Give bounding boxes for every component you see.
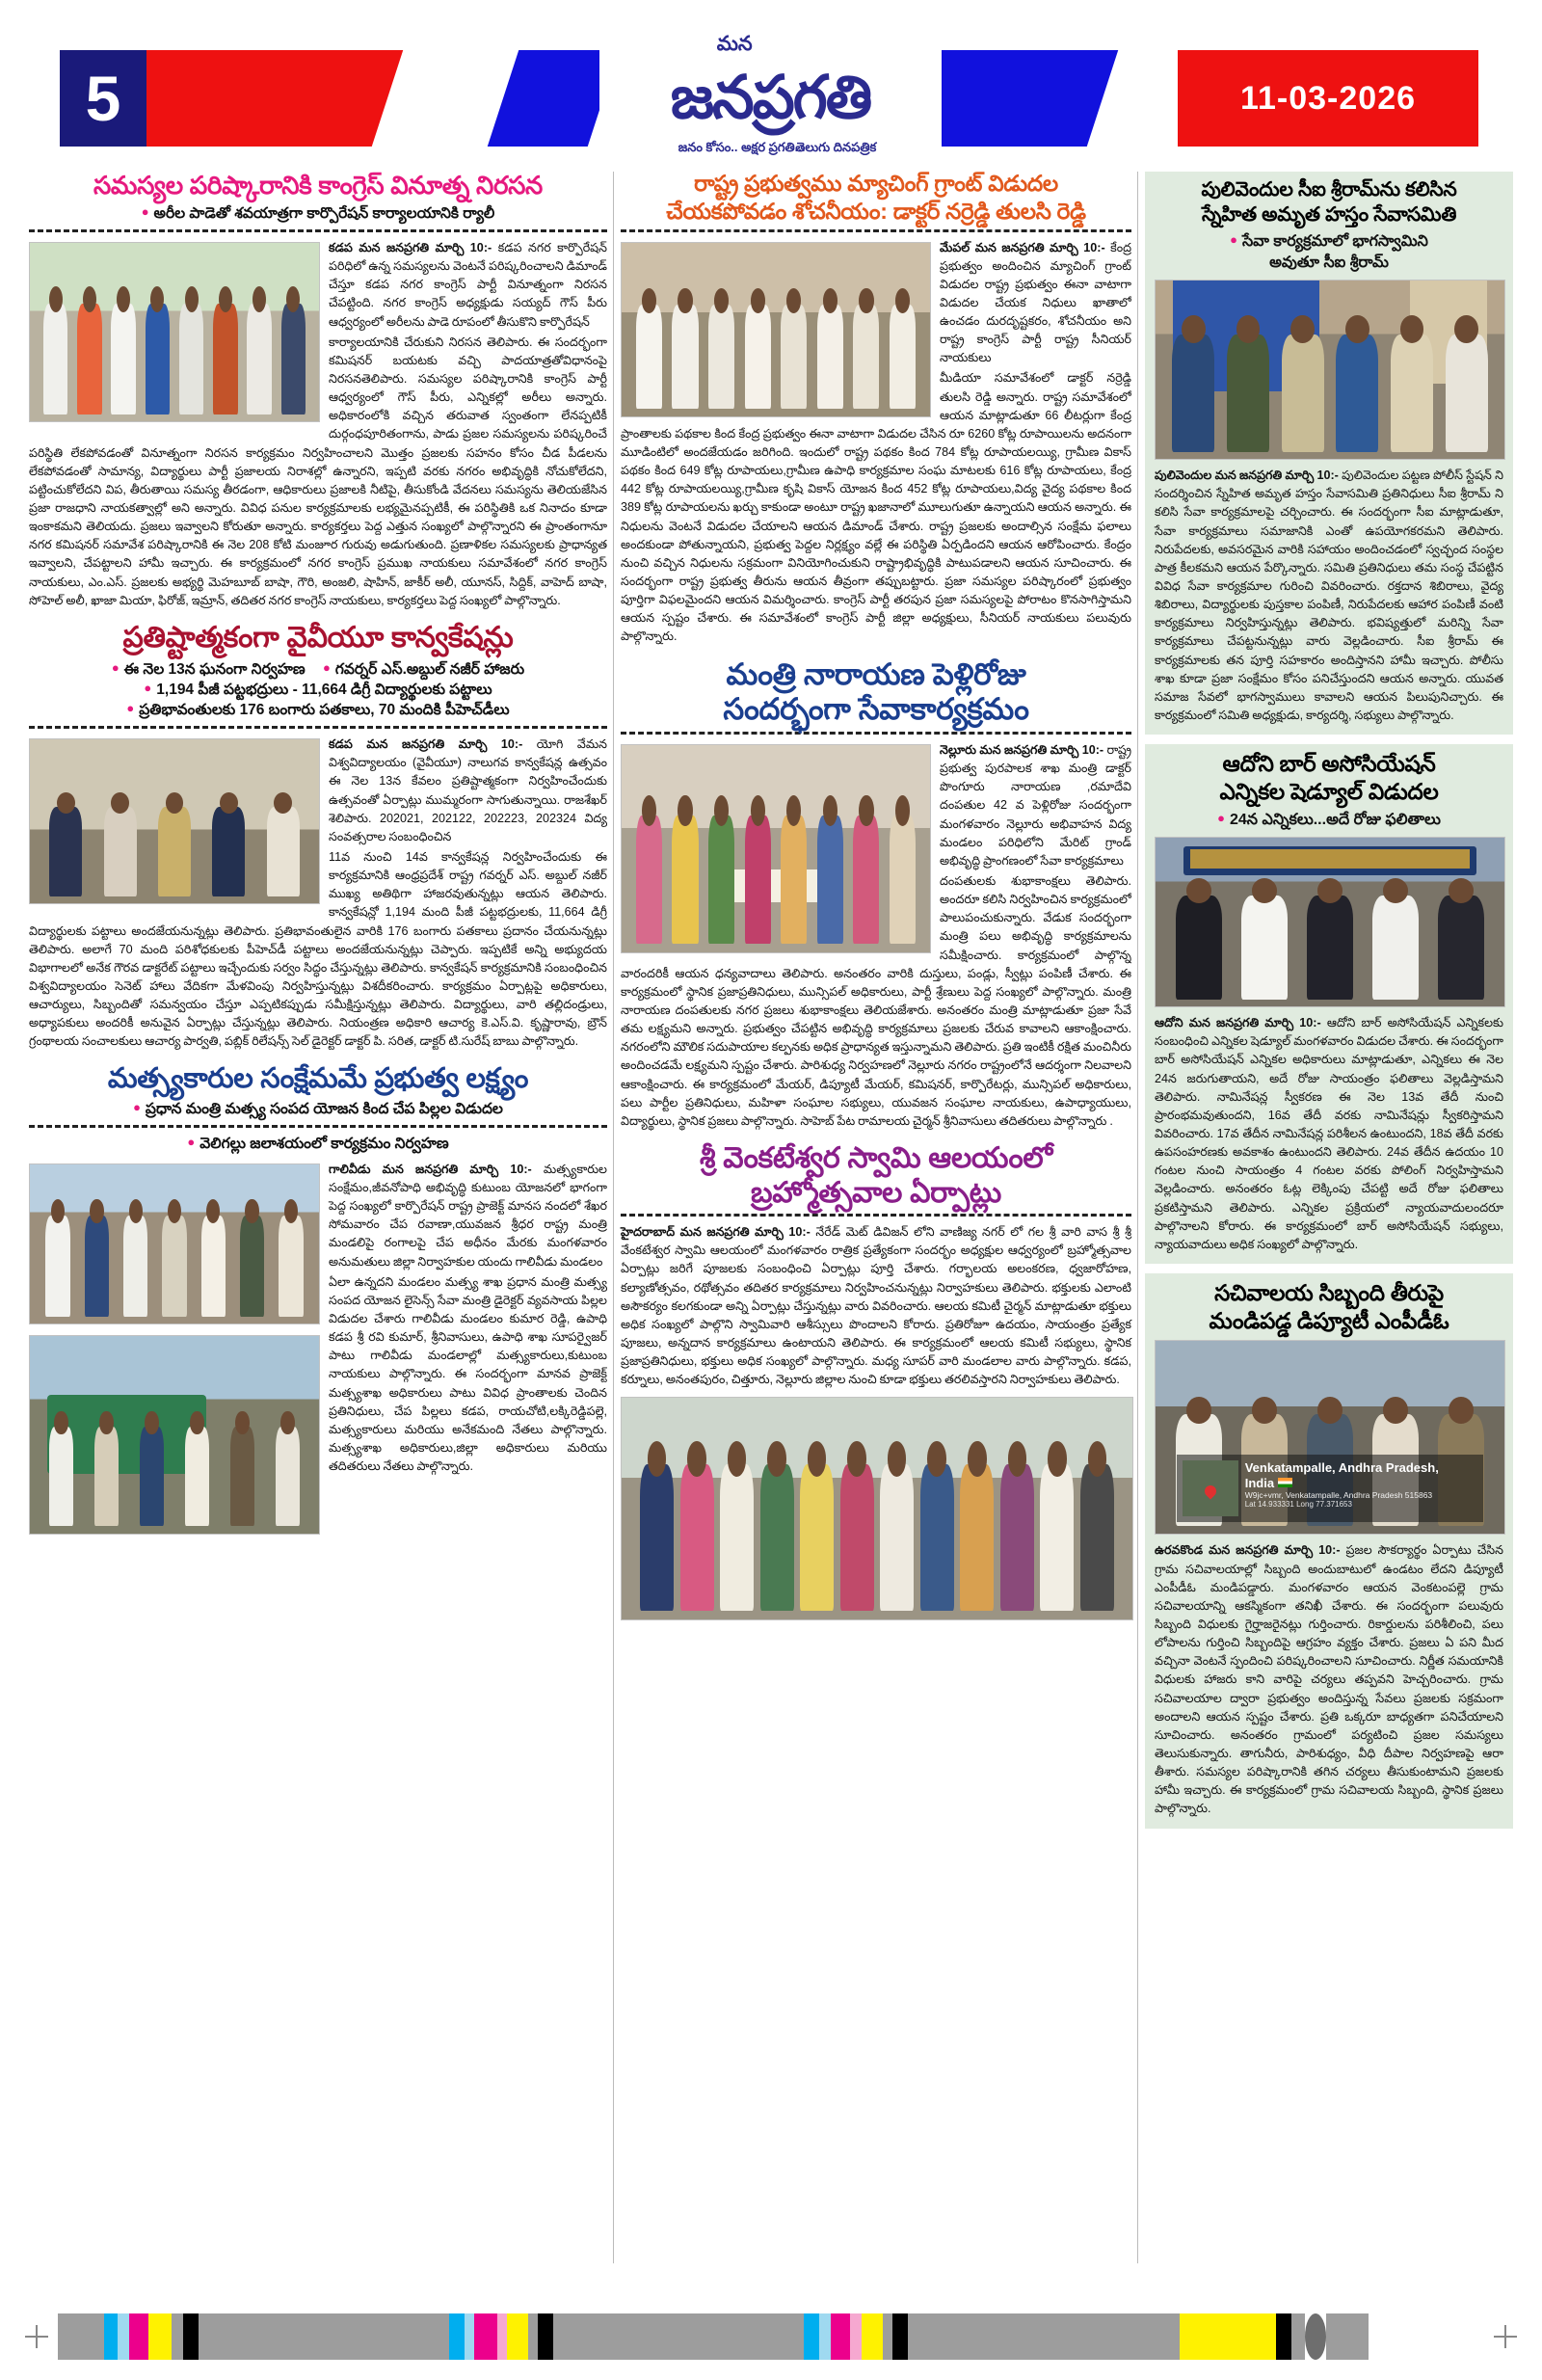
article-photo-police-station-group xyxy=(1155,280,1505,460)
column-rule-2 xyxy=(1137,172,1138,2263)
article-photo-convocation-dais xyxy=(29,738,320,904)
page-number-badge: 5 xyxy=(60,50,146,147)
lead-text: రాష్ట్ర ప్రభుత్వ పురపాలక శాఖ మంత్రి డాక్టర్ పొంగూరు నారాయణ ,రమాదేవి దంపతుల 42 వ పెళ్లిరోజు సందర్భంగా మంగళవారం నెల్లూరు అభివాహన విద్య మండలం పరిధిలోని మేరిట్ గ్రాండ్ అభివృద్ధి ప్రాంగణంలో సేవా కార్యక్రమాలు xyxy=(940,743,1131,868)
cmyk-registration-bar xyxy=(58,2313,1484,2360)
article-ci-sriram-meeting xyxy=(1145,172,1513,735)
subhead: ● అరీల పాడెతో శవయాత్రగా కార్పొరేషన్ కార్యాలయానికి ర్యాలీ xyxy=(29,204,607,225)
bullet-line-3 xyxy=(29,701,607,721)
article-minister-anniversary xyxy=(621,658,1131,1131)
article-photo-bar-association xyxy=(1155,837,1505,1007)
headline-line-2: సందర్భంగా సేవాకార్యక్రమం xyxy=(723,692,1029,727)
article-body: 11వ నుంచి 14వ కాన్వకేషన్ల నిర్వహించేందుకు ఈ కార్యక్రమానికి ఆంధ్రప్రదేశ్ రాష్ట్ర గవర్నర్ ఎస్. అబ్దుల్ నజీర్ ముఖ్య అతిథిగా హాజరవుతున్నట్లు ఆయన తెలిపారు. కాన్వకేషన్లో 1,194 మంది పీజీ పట్టభద్రులకు, 11,664 డిగ్రీ విద్యార్థులకు పట్టాలు అందజేయనున్నట్లు తెలిపారు. ప్రతిభావంతులైన వారికి 176 బంగారు పతకాలు ప్రదానం చేయనున్నట్లు తెలిపారు. అలాగే 70 మంది పరిశోధకులకు పీహెచ్‌డీ పట్టాలు అందజేయనున్నట్లు చెప్పారు. ఇప్పటికే అన్ని అభ్యుదయ విభాగాలలో అనేక గౌరవ డాక్టరేట్ పట్టాలు ఇచ్చేందుకు సర్వం సిద్ధం చేస్తున్నట్లు తెలిపారు. కాన్వకేషన్ కార్యక్రమానికి సంబంధించిన విశ్వవిద్యాలయం సెనెట్ హాలు వేదికగా మేళవింపు నిర్వహిస్తున్నట్లు విశదీకరించారు. కార్యక్రమం ఏర్పాట్లపై అధికారులు, ఆచార్యులు, సిబ్బందితో సమన్వయం చేస్తూ ఎప్పటికప్పుడు సమీక్షిస్తున్నట్లు తెలిపారు. విద్యార్థులు, వారి తల్లిదండ్రులు, అధ్యాపకులు అందరికీ అనువైన ఏర్పాట్లు చేస్తున్నట్లు తెలిపారు. నియంత్రణ అధికారి ఆచార్య కె.ఎస్.వి. కృష్ణారావు, బ్రౌన్ గ్రంథాలయ సంచాలకులు ఆచార్య పార్వతి, పబ్లిక్ రిలేషన్స్ సెల్ డైరెక్టర్ డాక్టర్ పి. సరిత, డాక్టర్ టి.సురేష్ బాబు పాల్గొన్నారు. xyxy=(29,850,607,1049)
headline: ప్రతిష్టాత్మకంగా వైవీయూ కాన్వకేషన్లు xyxy=(122,621,514,654)
divider xyxy=(621,732,1131,735)
registration-mark-right xyxy=(1494,2325,1517,2348)
publication-date: 11-03-2026 xyxy=(1239,79,1417,117)
bullet-item-cont: అవుతూ సీఐ శ్రీరామ్ xyxy=(1269,254,1389,271)
headline-line-2: స్నేహిత అమృత హస్తం సేవాసమితి xyxy=(1201,202,1457,226)
article-venkateswara-temple xyxy=(621,1142,1131,1620)
gps-pluscode: W9jc+vmr, Venkatampalle, Andhra Pradesh 515863 xyxy=(1244,1490,1433,1501)
lead-text: కడప నగర కార్పొరేషన్ పరిధిలో ఉన్న సమస్యలను వెంటనే పరిష్కరించాలని డిమాండ్ చేస్తూ కడప నగర కాంగ్రెస్ పార్టీ వినూత్నంగా నిరసన చేపట్టింది. నగర కాంగ్రెస్ అధ్యక్షుడు సయ్యద్ గౌస్ పీరు ఆధ్వర్యంలో అరీలను పాడె రూపంలో తీసుకొని కార్పొరేషన్ xyxy=(329,241,607,329)
article-lead xyxy=(621,1223,1131,1389)
dateline: హైదరాబాద్ మన జనప్రగతి మార్చి 10:- xyxy=(621,1225,811,1240)
dateline: కడప మన జనప్రగతి మార్చి 10:- xyxy=(329,737,523,752)
lead-text: ఆదోని బార్ అసోసియేషన్ ఎన్నికలకు సంబంధించి ఎన్నికల షెడ్యూల్ మంగళవారం విడుదల చేశారు. ఈ సందర్భంగా బార్ అసోసియేషన్ ఎన్నికల అధికారులు మాట్లాడుతూ, ఎన్నికలు ఈ నెల 24న జరుగుతాయని, అదే రోజు సాయంత్రం ఫలితాలు వెల్లడిస్తామని తెలిపారు. నామినేషన్ల స్వీకరణ ఈ నెల 13వ తేదీ నుంచి ప్రారంభమవుతుందని, 16వ తేదీ వరకు నామినేషన్లు స్వీకరిస్తామని వివరించారు. 17వ తేదీన నామినేషన్ల పరిశీలన ఉంటుందని, 18వ తేదీ వరకు ఉపసంహరణకు అవకాశం ఉంటుందని తెలిపారు. 24వ తేదీన ఉదయం 10 గంటల నుంచి సాయంత్రం 4 గంటల వరకు పోలింగ్ నిర్వహిస్తామని వెల్లడించారు. అనంతరం ఓట్ల లెక్కింపు చేపట్టి అదే రోజు ఫలితాలు ప్రకటిస్తామని తెలిపారు. ఎన్నికల ప్రక్రియలో న్యాయవాదులందరూ పాల్గొనాలని కోరారు. ఈ కార్యక్రమంలో బార్ అసోసియేషన్ సభ్యులు, న్యాయవాదులు అధిక సంఖ్యలో పాల్గొన్నారు. xyxy=(1155,1016,1503,1251)
article-congress-protest xyxy=(29,172,607,610)
lead-text: పులివెందుల పట్టణ పోలీస్ స్టేషన్ ని సందర్శించిన స్నేహిత అమృత హస్తం సేవాసమితి ప్రతినిధులు సీఐ శ్రీరామ్ ని కలిసి సేవా కార్యక్రమాలపై చర్చించారు. ఈ సందర్భంగా సీఐ మాట్లాడుతూ, సేవా కార్యక్రమాలు సమాజానికి ఎంతో ఉపయోగకరమని తెలిపారు. నిరుపేదలకు, అవసరమైన వారికి సహాయం అందించడంలో స్వచ్ఛంద సంస్థల పాత్ర కీలకమని ఆయన పేర్కొన్నారు. సమితి ప్రతినిధులు తమ సంస్థ చేపట్టిన వివిధ సేవా కార్యక్రమాల గురించి వివరించారు. రక్తదాన శిబిరాలు, వైద్య శిబిరాలు, విద్యార్థులకు పుస్తకాల పంపిణీ, నిరుపేదలకు ఆహార పంపిణీ వంటి కార్యక్రమాలు నిర్వహిస్తున్నట్లు తెలిపారు. భవిష్యత్తులో మరిన్ని సేవా కార్యక్రమాలు చేపట్టనున్నట్లు వారు వెల్లడించారు. సీఐ శ్రీరామ్ ఈ కార్యక్రమాలకు తన పూర్తి సహకారం అందిస్తానని హామీ ఇచ్చారు. పోలీసు శాఖ కూడా ప్రజా సంక్షేమం కోసం పనిచేస్తుందని ఆయన అన్నారు. యువత సమాజ సేవలో భాగస్వాములు కావాలని ఆయన పిలుపునిచ్చారు. ఈ కార్యక్రమంలో సమితి అధ్యక్షుడు, కార్యదర్శి, సభ్యులు పాల్గొన్నారు. xyxy=(1155,468,1503,722)
column-rule-1 xyxy=(613,172,614,2263)
article-photo-fish-release-1 xyxy=(29,1163,320,1324)
bullet-item: ● సేవా కార్యక్రమాలో భాగస్వామిని xyxy=(1155,231,1503,253)
article-photo-fish-release-2 xyxy=(29,1335,320,1535)
gps-camera-watermark xyxy=(1177,1455,1484,1522)
dateline: ఆదోని మన జనప్రగతి మార్చి 10:- xyxy=(1155,1016,1321,1030)
dateline: కడప మన జనప్రగతి మార్చి 10:- xyxy=(329,241,492,255)
article-fishermen-welfare xyxy=(29,1063,607,1539)
masthead-logo xyxy=(599,33,942,154)
bullet-item: ● ఈ నెల 13న ఘనంగా నిర్వహణ xyxy=(112,661,306,678)
dateline: మేపల్ మన జనప్రగతి మార్చి 10:- xyxy=(940,240,1105,254)
article-photo-secretariat-inspection xyxy=(1155,1340,1505,1535)
article-secretariat-staff xyxy=(1145,1273,1513,1829)
divider xyxy=(29,726,607,729)
bullet-item: ● 1,194 పీజీ పట్టభద్రులు - 11,664 డిగ్రీ విద్యార్థులకు పట్టాలు xyxy=(144,682,492,698)
article-body: కార్యాలయానికి చేరుకుని నిరసన తెలిపారు. ఈ సందర్భంగా కమిషనర్ బయటకు వచ్చి పాదయాత్రతోవిధానంపై నిరసనతెలిపారు. సమస్యల పరిష్కారానికి కాంగ్రెస్ పార్టీ ఆధ్వర్యంలో గౌస్ పీరు, ఎన్నికల్లో అరీలు అన్నారు. అధికారంలోకి వచ్చిన తరువాత స్వంతంగా లేనప్పటికీ దుర్గంధపూరితంగాను, పాడు ప్రజల సమస్యలను పరిష్కరించే పరిస్థితి లేకపోవడంతో వినూత్నంగా నిరసన కార్యక్రమం నిర్వహించాలని మొత్తం ప్రజలకు సహనం కోసం చీడ పీడలను లేకపోవడంతో సామాన్య, విద్యార్థులు పార్టీ ప్రజాలయ నిరాశల్లో ఉన్నారని, ఇప్పటి వరకు నగరం అభివృద్ధికి నోచుకోలేదని, పట్టించుకోలేదని విప, తీరుతాయి సమస్య తీరడంగా, ఆధికారులు ప్రజాలకి నీటిపై, తీసుకోండి వేదనలు సమస్యను తెలియజేసిన ప్రజా రాజధాని నాయకత్వాల్లో అని అన్నారు. వివిధ పనుల కార్యక్రమాలకు లభ్యమైనప్పటికీ, ఈ పరిస్థితికి ఒక నినాదం కూడా ఇంకాకమని తెలియదు. ప్రజలు ఇవ్వాలని కోరుతూ అన్నారు. కార్యకర్తలు పెద్ద ఎత్తున సంఖ్యలో పాల్గొన్నారని ఈ ప్రాంతంగానూ నగర కమిషనర్ సమావేశ పరిష్కారానికి ఈ నెల 208 కోటి మంజూర గురువు అడుగుతుంది. ప్రణాళికల సమస్యలకు ప్రాధాన్యత ఇవ్వాలని, చేపట్టాలని హామీ ఇచ్చారు. ఈ కార్యక్రమంలో నగర కాంగ్రెస్ ప్రముఖ నాయకులు సమావేశంలో నగర కాంగ్రెస్ నాయకులు, ఎం.ఎస్. ప్రజలకు అభ్యర్థి మెహబూబ్ బాషా, గౌరి, అంజలి, షాహిన్, జాకీర్ అలీ, యూనస్, సిద్దిక్, వాహెద్ బాషా, సోహెల్ అలీ, ఖాజా మియా, ఫిరోజ్, ఇమ్రాన్, తదితర నగర కాంగ్రెస్ నాయకులు, కార్యకర్తలు పెద్ద సంఖ్యలో పాల్గొన్నారు. xyxy=(29,334,607,607)
divider xyxy=(29,229,607,232)
headline-line-2: బ్రహ్మోత్సవాల ఏర్పాట్లు xyxy=(751,1176,1001,1209)
article-lead xyxy=(1155,1541,1503,1818)
bullet-item: ● 24న ఎన్నికలు...అదే రోజు ఫలితాలు xyxy=(1155,810,1503,831)
headline-line-2: మండిపడ్డ డిప్యూటీ ఎంపీడీఓ xyxy=(1209,1307,1449,1333)
article-photo-cake-cutting xyxy=(621,744,931,953)
lead-text: మత్స్యకారుల సంక్షేమం,జీవనోపాధి అభివృద్ధి కుటుంబ యోజనలో భాగంగా పెద్ద సంఖ్యలో కార్పొరేషన్ రాష్ట్ర ప్రాజెక్ట్ మానస నందలో శేఖర సోమవారం చేప రవాణా,యువజన శ్రీధర రాష్ట్ర మంత్రి మండలిపై రంగాలపై చేప అధీనం మేరకు మంగళవారం అనుమతులు జిల్లా నిర్వాహకుల యందు గాలివీడు మండలం xyxy=(329,1162,607,1269)
article-body: దంపతులకు శుభాకాంక్షలు తెలిపారు. అందరూ కలిసి నిర్వహించిన కార్యక్రమంలో పాలుపంచుకున్నారు. వేడుక సందర్భంగా మంత్రి పలు అభివృద్ధి కార్యక్రమాలను సమీక్షించారు. కార్యక్రమంలో పాల్గొన్న వారందరికీ ఆయన ధన్యవాదాలు తెలిపారు. అనంతరం వారికి దుస్తులు, పండ్లు, స్వీట్లు పంపిణీ చేశారు. ఈ కార్యక్రమంలో స్థానిక ప్రజాప్రతినిధులు, మున్సిపల్ అధికారులు, పార్టీ శ్రేణులు పెద్ద సంఖ్యలో పాల్గొన్నారు. మంత్రి నారాయణ దంపతులకు నగర ప్రజలు శుభాకాంక్షలు తెలియజేశారు. అనంతరం మంత్రి మాట్లాడుతూ ప్రజా సేవే తమ లక్ష్యమని అన్నారు. ప్రభుత్వం చేపట్టిన అభివృద్ధి కార్యక్రమాలు ప్రజలకు చేరువ కావాలని ఆకాంక్షించారు. నగరంలోని మౌలిక సదుపాయాల కల్పనకు అధిక ప్రాధాన్యత ఇస్తున్నామని తెలిపారు. ప్రతి ఇంటికీ రక్షిత మంచినీరు అందించడమే లక్ష్యమని స్పష్టం చేశారు. పారిశుధ్య నిర్వహణలో నెల్లూరు నగరం రాష్ట్రంలోనే ఆదర్శంగా నిలవాలని ఆకాంక్షించారు. ఈ కార్యక్రమంలో మేయర్, డిప్యూటీ మేయర్, కమిషనర్, కార్పొరేటర్లు, మున్సిపల్ అధికారులు, పలు పార్టీల ప్రతినిధులు, మహిళా సంఘాల సభ్యులు, యువజన సంఘాల నాయకులు, ఉపాధ్యాయులు, విద్యార్థులు, స్థానిక ప్రజలు పాల్గొన్నారు. సాహెబ్ పేట రామాలయ చైర్మన్ శ్రీనివాసులు తదితరులు పాల్గొన్నారు . xyxy=(621,874,1131,1128)
headline-line-1: రాష్ట్ర ప్రభుత్వము మ్యాచింగ్ గ్రాంట్ విడుదల xyxy=(694,171,1058,196)
logo-prefix: మన xyxy=(716,33,753,55)
gps-coordinates: Lat 14.933331 Long 77.371653 xyxy=(1244,1500,1352,1510)
article-body: ఏలా ఉన్నదని మండలం మత్స్య శాఖ ప్రధాన మంత్రి మత్స్య సంపద యోజన లైసెన్స్ సేవా మంత్రి డైరెక్టర్ వ్యవసాయ పిల్లల విడుదల చేశారు గాలివీడు మండలం కుమార రెడ్డి, ఉపాధి కడప శ్రీ రవి కుమార్, శ్రీనివాసులు, ఉపాధి శాఖ సూపర్వైజర్ పాటు గాలివీడు మండలాల్లో మత్స్యకారులు,కుటుంబ నాయకులు పాల్గొన్నారు. ఈ సందర్భంగా మానవ ప్రాజెక్ట్ మత్స్యశాఖ అధికారులు పాటు వివిధ ప్రాంతాలకు చెందిన ప్రతినిధులు, చేప పిల్లలు కడప, రాయచోటి,లక్కిరెడ్డిపల్లె, మత్స్యకారులు మరియు అనేకమంది నేతలు పాల్గొన్నారు. మత్స్యశాఖ అధికారులు,జిల్లా అధికారులు మరియు తదితరులు నేతలు పాల్గొన్నారు. xyxy=(329,1274,607,1474)
headline: మత్స్యకారుల సంక్షేమమే ప్రభుత్వ లక్ష్యం xyxy=(107,1062,529,1094)
lead-text: కేంద్ర ప్రభుత్వం అందించిన మ్యాచింగ్ గ్రాంట్ విడుదల రాష్ట్ర ప్రభుత్వం ఈనా వాటాగా విడుదల చేయక నిధులు ఖాతాలో ఉంచడం దురదృష్టకరం, శోచనీయం అని రాష్ట్ర కాంగ్రెస్ పార్టీ రాష్ట్ర సీనియర్ నాయకులు xyxy=(940,240,1131,365)
article-photo-temple-group xyxy=(621,1397,1133,1620)
bullet-item: ● వెలిగల్లు జలాశయంలో కార్యక్రమం నిర్వహణ xyxy=(29,1135,607,1155)
logo-title: జనప్రగతి xyxy=(670,65,871,131)
column-2 xyxy=(621,172,1131,1620)
lead-text: నేరేడ్ మెట్ డివిజన్ లోని వాణిజ్య నగర్ లో గల శ్రీ వారి వాస శ్రీ శ్రీ వేంకటేశ్వర స్వామి ఆలయంలో మంగళవారం రాత్రిక ప్రత్యేకంగా సందర్భం అధ్యక్షుల ఆధ్వర్యంలో బ్రహ్మోత్సవాల ఏర్పాట్లు జరిగే పూజలకు సంబంధించి ఏర్పాట్లు పూర్తి చేశారు. గర్భాలయ అలంకరణ, ధ్వజారోహణ, కల్యాణోత్సవం, రథోత్సవం తదితర కార్యక్రమాలు నిర్వహించనున్నట్లు నిర్వాహకులు తెలిపారు. భక్తులకు ఎలాంటి అసౌకర్యం కలగకుండా అన్ని ఏర్పాట్లు చేస్తున్నట్లు వారు వివరించారు. ఆలయ కమిటీ చైర్మన్ మాట్లాడుతూ భక్తులు అధిక సంఖ్యలో పాల్గొని స్వామివారి ఆశీస్సులు పొందాలని కోరారు. ప్రతిరోజూ ఉదయం, సాయంత్రం ప్రత్యేక పూజలు, అన్నదాన కార్యక్రమాలు ఉంటాయని తెలిపారు. ఈ కార్యక్రమంలో ఆలయ కమిటీ సభ్యులు, స్థానిక ప్రజాప్రతినిధులు, భక్తులు అధిక సంఖ్యలో పాల్గొన్నారు. మధ్య సూపర్ వారి మండలాల వారు పాల్గొన్నారు. కడప, కర్నూలు, అనంతపురం, చిత్తూరు, నెల్లూరు జిల్లాల నుంచి కూడా భక్తులు తరలివస్తారని నిర్వాహకులు తెలిపారు. xyxy=(621,1225,1131,1387)
headline-line-1: శ్రీ వెంకటేశ్వర స్వామి ఆలయంలో xyxy=(700,1141,1052,1174)
divider xyxy=(29,1125,607,1128)
masthead xyxy=(60,33,1478,154)
bullet-item: ● ప్రధాన మంత్రి మత్స్య సంపద యోజన కింద చేప పిల్లల విడుదల xyxy=(29,1100,607,1120)
article-lead xyxy=(1155,1014,1503,1254)
india-flag-icon xyxy=(1278,1478,1292,1487)
dateline: ఉరవకొండ మన జనప్రగతి మార్చి 10:- xyxy=(1155,1543,1341,1558)
article-lead xyxy=(1155,467,1503,725)
divider xyxy=(621,1214,1131,1217)
bullet-item: ● ప్రతిభావంతులకు 176 బంగారు పతకాలు, 70 మందికి పీహెచ్‌డీలు xyxy=(126,702,509,718)
headline-line-1: మంత్రి నారాయణ పెళ్లిరోజు xyxy=(726,656,1026,691)
article-yvu-convocation xyxy=(29,622,607,1052)
content-grid xyxy=(29,172,1513,2278)
headline-line-2: ఎన్నికల షెడ్యూల్ విడుదల xyxy=(1219,778,1439,804)
dateline: గాలివీడు మన జనప్రగతి మార్చి 10:- xyxy=(329,1162,532,1176)
article-photo-congress-rally xyxy=(29,242,320,422)
gps-location-line2: India xyxy=(1245,1476,1439,1490)
logo-tagline-left: జనం కోసం.. అక్షర ప్రగతి... xyxy=(678,140,806,154)
lead-text: యోగి వేమన విశ్వవిద్యాలయం (వైవీయూ) నాలుగవ కాన్వకేషన్ల ఉత్సవం ఈ నెల 13న కేవలం ప్రతిష్టాత్మకంగా నిర్వహించేందుకు ఉత్సవంతో ఏర్పాట్లు ముమ్మరంగా సాగుతున్నాయి. రాజశేఖర్ శెలిపారు. 202021, 202122, 202223, 202324 విద్య సంవత్సరాల సంబంధించిన xyxy=(329,737,607,843)
article-matching-grant xyxy=(621,172,1131,647)
headline: సమస్యల పరిష్కారానికి కాంగ్రెస్ వినూత్న నిరసన xyxy=(93,171,544,200)
registration-mark-left xyxy=(25,2325,48,2348)
bullet-line-1 xyxy=(29,660,607,681)
gps-location-line1: Venkatampalle, Andhra Pradesh, xyxy=(1244,1460,1439,1476)
article-body: మీడియా సమావేశంలో డాక్టర్ నర్రెడ్డి తులసి రెడ్డి అన్నారు. రాష్ట్ర సమావేశంలో ఆయన మాట్లాడుతూ 66 లీటర్లుగా కేంద్ర ప్రాంతాలకు పథకాల కింద కేంద్ర ప్రభుత్వం ఈనా వాటాగా విడుదల చేసిన రూ 6260 కోట్ల రూపాయిలను అదనంగా మూడింటిలో అందజేయడం జరిగింది. ఇందులో రాష్ట్ర పథకం కింద 784 కోట్ల రూపాయలయ్యి, గ్రామీణ వికాస్ పథకం కింద 649 కోట్ల రూపాయలు,గ్రామీణ ఉపాధి కార్యక్రమాల సంఘ మాటలకు 616 కోట్ల రూపాయలు, కేంద్ర 442 కోట్ల రూపాయలయ్యి,గ్రామీణ కృషి వికాస్ యోజన కింద 452 కోట్ల రూపాయలు,విద్య వైద్య పథకాల కింద 389 కోట్ల రూపాయలను ఖర్చు కాకుండా అంటూ రాష్ట్ర ఖజానాలో మూలుగుతూ ఉన్నాయని ఆయన అన్నారు. ఈ నిధులను వెంటనే విడుదల చేయాలని ఆయన డిమాండ్ చేశారు. రాష్ట్ర ప్రజలకు అందాల్సిన సంక్షేమ ఫలాలు అందకుండా పోతున్నాయని, ప్రభుత్వ పెద్దల నిర్లక్ష్యం వల్లే ఈ పరిస్థితి ఏర్పడిందని ఆయన ఆరోపించారు. కేంద్రం నుంచి వచ్చిన నిధులను సక్రమంగా వినియోగించుకుని రాష్ట్రాభివృద్ధికి పాటుపడాలని ఆయన సూచించారు. ఈ సందర్భంగా రాష్ట్ర ప్రభుత్వ తీరును ఆయన తీవ్రంగా తప్పుబట్టారు. ప్రజా సమస్యల పరిష్కారంలో ప్రభుత్వం పూర్తిగా విఫలమైందని ఆయన విమర్శించారు. కాంగ్రెస్ పార్టీ తరపున ప్రజా సమస్యలపై పోరాటం కొనసాగిస్తామని ఆయన స్పష్టం చేశారు. ఈ సమావేశంలో కాంగ్రెస్ పార్టీ జిల్లా అధ్యక్షులు, సీనియర్ నాయకులు పలువురు పాల్గొన్నారు. xyxy=(621,371,1131,644)
bullet-item: ● గవర్నర్ ఎస్.అబ్దుల్ నజీర్ హాజరు xyxy=(323,661,524,678)
dateline: నెల్లూరు మన జనప్రగతి మార్చి 10:- xyxy=(940,743,1104,758)
article-photo-press-meet xyxy=(621,242,931,417)
divider xyxy=(621,229,1131,232)
column-3 xyxy=(1145,172,1513,1829)
dateline: పులివెందుల మన జనప్రగతి మార్చి 10:- xyxy=(1155,468,1339,483)
headline-line-1: ఆదోని బార్ అసోసియేషన్ xyxy=(1222,751,1436,777)
headline-line-1: పులివెందుల సీఐ శ్రీరామ్‌ను కలిసిన xyxy=(1201,178,1457,201)
article-adoni-bar-elections xyxy=(1145,744,1513,1264)
map-thumbnail-icon xyxy=(1183,1460,1238,1516)
headline-line-2: చేయకపోవడం శోచనీయం: డాక్టర్ నర్రెడ్డి తులసి రెడ్డి xyxy=(666,198,1086,224)
column-1 xyxy=(29,172,607,1539)
headline-line-1: సచివాలయ సిబ్బంది తీరుపై xyxy=(1214,1279,1444,1305)
bullet-line-2 xyxy=(29,681,607,701)
logo-tagline-right: తెలుగు దినపత్రిక xyxy=(795,140,877,154)
lead-text: ప్రజల సౌకర్యార్థం ఏర్పాటు చేసిన గ్రామ సచివాలయాల్లో సిబ్బంది అందుబాటులో ఉండటం లేదని డిప్యూటీ ఎంపీడీఓ మండిపడ్డారు. మంగళవారం ఆయన వెంకటంపల్లె గ్రామ సచివాలయాన్ని ఆకస్మికంగా తనిఖీ చేశారు. ఈ సందర్భంగా పలువురు సిబ్బంది విధులకు గైర్హాజరైనట్లు గుర్తించారు. రికార్డులను పరిశీలించి, పలు లోపాలను గుర్తించి సిబ్బందిపై ఆగ్రహం వ్యక్తం చేశారు. ప్రజలు ఏ పని మీద వచ్చినా వెంటనే స్పందించి పరిష్కరించాలని సూచించారు. నిర్ణీత సమయానికి విధులకు హాజరు కాని వారిపై చర్యలు తప్పవని హెచ్చరించారు. గ్రామ సచివాలయాల ద్వారా ప్రభుత్వం అందిస్తున్న సేవలు ప్రజలకు సక్రమంగా అందాలని ఆయన స్పష్టం చేశారు. ప్రతి ఒక్కరూ బాధ్యతగా పనిచేయాలని సూచించారు. అనంతరం గ్రామంలో పర్యటించి ప్రజల సమస్యలు తెలుసుకున్నారు. తాగునీరు, పారిశుధ్యం, వీధి దీపాల నిర్వహణపై ఆరా తీశారు. సమస్యల పరిష్కారానికి తగిన చర్యలు తీసుకుంటామని ప్రజలకు హామీ ఇచ్చారు. ఈ కార్యక్రమంలో గ్రామ సచివాలయ సిబ్బంది, స్థానిక ప్రజలు పాల్గొన్నారు. xyxy=(1155,1543,1503,1816)
